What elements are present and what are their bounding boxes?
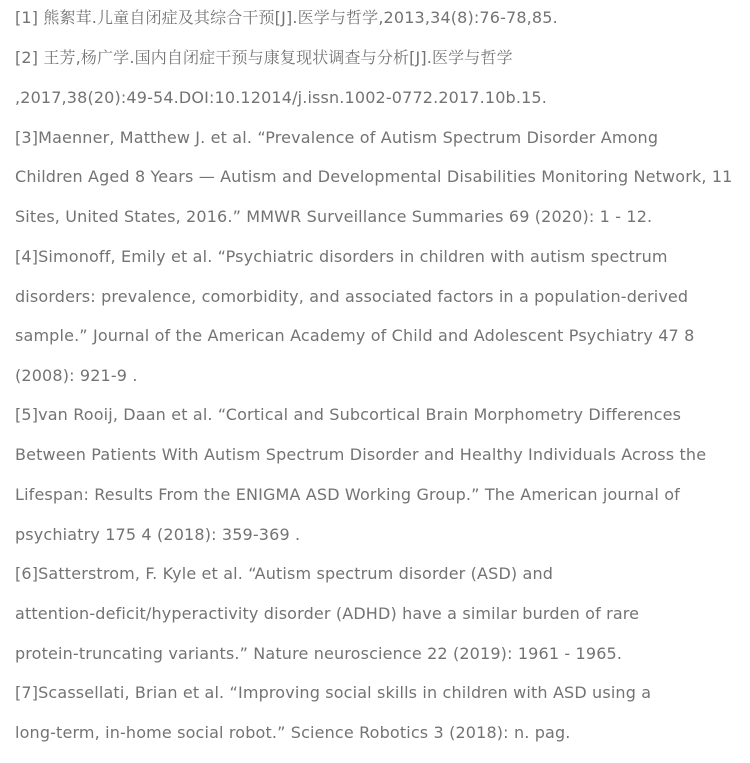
reference-6-line-1: [6]Satterstrom, F. Kyle et al. “Autism spectrum disorder (ASD) and — [15, 564, 554, 583]
reference-6-line-2: attention-deficit/hyperactivity disorder (ADHD) have a similar burden of rare — [15, 604, 640, 623]
reference-3-line-3: Sites, United States, 2016.” MMWR Surveillance Summaries 69 (2020): 1 - 12. — [15, 207, 653, 226]
reference-3-line-2: Children Aged 8 Years — Autism and Developmental Disabilities Monitoring Network, 11 — [15, 167, 733, 186]
reference-6-line-3: protein-truncating variants.” Nature neuroscience 22 (2019): 1961 - 1965. — [15, 644, 623, 663]
reference-1-line-1: [1] 熊絮茸.儿童自闭症及其综合干预[J].医学与哲学,2013,34(8):76-78,85. — [15, 8, 558, 27]
reference-7-line-1: [7]Scassellati, Brian et al. “Improving social skills in children with ASD using a — [15, 683, 652, 702]
reference-4-line-1: [4]Simonoff, Emily et al. “Psychiatric disorders in children with autism spectrum — [15, 247, 668, 266]
reference-2-line-1: [2] 王芳,杨广学.国内自闭症干预与康复现状调查与分析[J].医学与哲学 — [15, 48, 513, 67]
reference-4-line-2: disorders: prevalence, comorbidity, and associated factors in a population-derived — [15, 287, 689, 306]
reference-5-line-1: [5]van Rooij, Daan et al. “Cortical and Subcortical Brain Morphometry Differences — [15, 405, 682, 424]
reference-4-line-4: (2008): 921-9 . — [15, 366, 138, 385]
reference-5-line-3: Lifespan: Results From the ENIGMA ASD Working Group.” The American journal of — [15, 485, 680, 504]
reference-4-line-3: sample.” Journal of the American Academy of Child and Adolescent Psychiatry 47 8 — [15, 326, 695, 345]
reference-5-line-2: Between Patients With Autism Spectrum Disorder and Healthy Individuals Across the — [15, 445, 707, 464]
reference-5-line-4: psychiatry 175 4 (2018): 359-369 . — [15, 525, 301, 544]
reference-2-line-2: ,2017,38(20):49-54.DOI:10.12014/j.issn.1002-0772.2017.10b.15. — [15, 88, 547, 107]
reference-3-line-1: [3]Maenner, Matthew J. et al. “Prevalence of Autism Spectrum Disorder Among — [15, 128, 659, 147]
reference-7-line-2: long-term, in-home social robot.” Science Robotics 3 (2018): n. pag. — [15, 723, 571, 742]
